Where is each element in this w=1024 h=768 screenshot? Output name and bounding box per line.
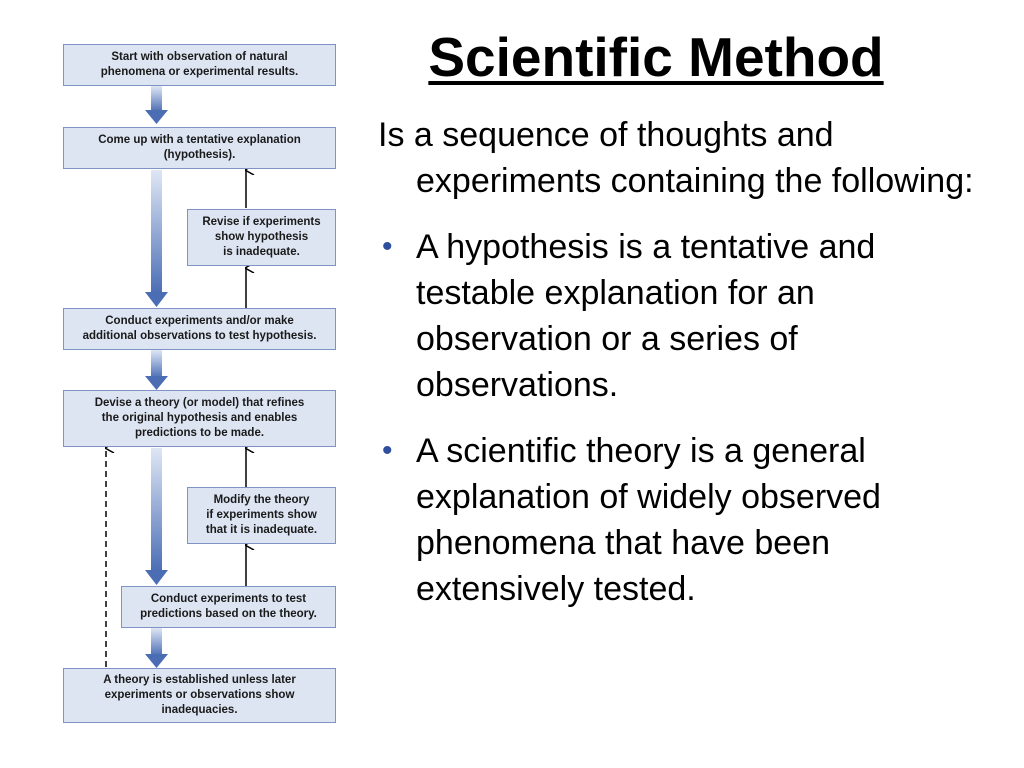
bullet-theory xyxy=(378,428,978,612)
test-predictions-box: Conduct experiments to test predictions based on the theory. xyxy=(121,586,336,628)
modify-theory-box: Modify the theory if experiments show that it is inadequate. xyxy=(187,487,336,544)
main-arrow-4 xyxy=(145,448,168,585)
bullet-dot-icon: • xyxy=(382,230,393,263)
bullet-theory-text: A scientific theory is a general explanation of widely observed phenomena that have been extensively tested. xyxy=(416,432,881,608)
bullet-hypothesis-text: A hypothesis is a tentative and testable explanation for an observation or a series of observations. xyxy=(416,228,876,404)
conduct-experiments-box: Conduct experiments and/or make additional observations to test hypothesis. xyxy=(63,308,336,350)
bullet-hypothesis xyxy=(378,224,978,408)
hypothesis-box: Come up with a tentative explanation (hypothesis). xyxy=(63,127,336,169)
theory-box: Devise a theory (or model) that refines the original hypothesis and enables predictions to be made. xyxy=(63,390,336,447)
main-arrow-2 xyxy=(145,170,168,307)
main-arrow-3 xyxy=(145,350,168,390)
main-arrow-1 xyxy=(145,86,168,124)
observation-box: Start with observation of natural phenomena or experimental results. xyxy=(63,44,336,86)
intro-paragraph: Is a sequence of thoughts and experiments containing the following: xyxy=(378,116,974,200)
theory-established-box: A theory is established unless later experiments or observations show inadequacies. xyxy=(63,668,336,723)
bullet-dot-icon: • xyxy=(382,434,393,467)
revise-hypothesis-box: Revise if experiments show hypothesis is inadequate. xyxy=(187,209,336,266)
text-panel xyxy=(378,112,978,632)
slide-title: Scientific Method xyxy=(428,26,884,88)
main-arrow-5 xyxy=(145,628,168,668)
